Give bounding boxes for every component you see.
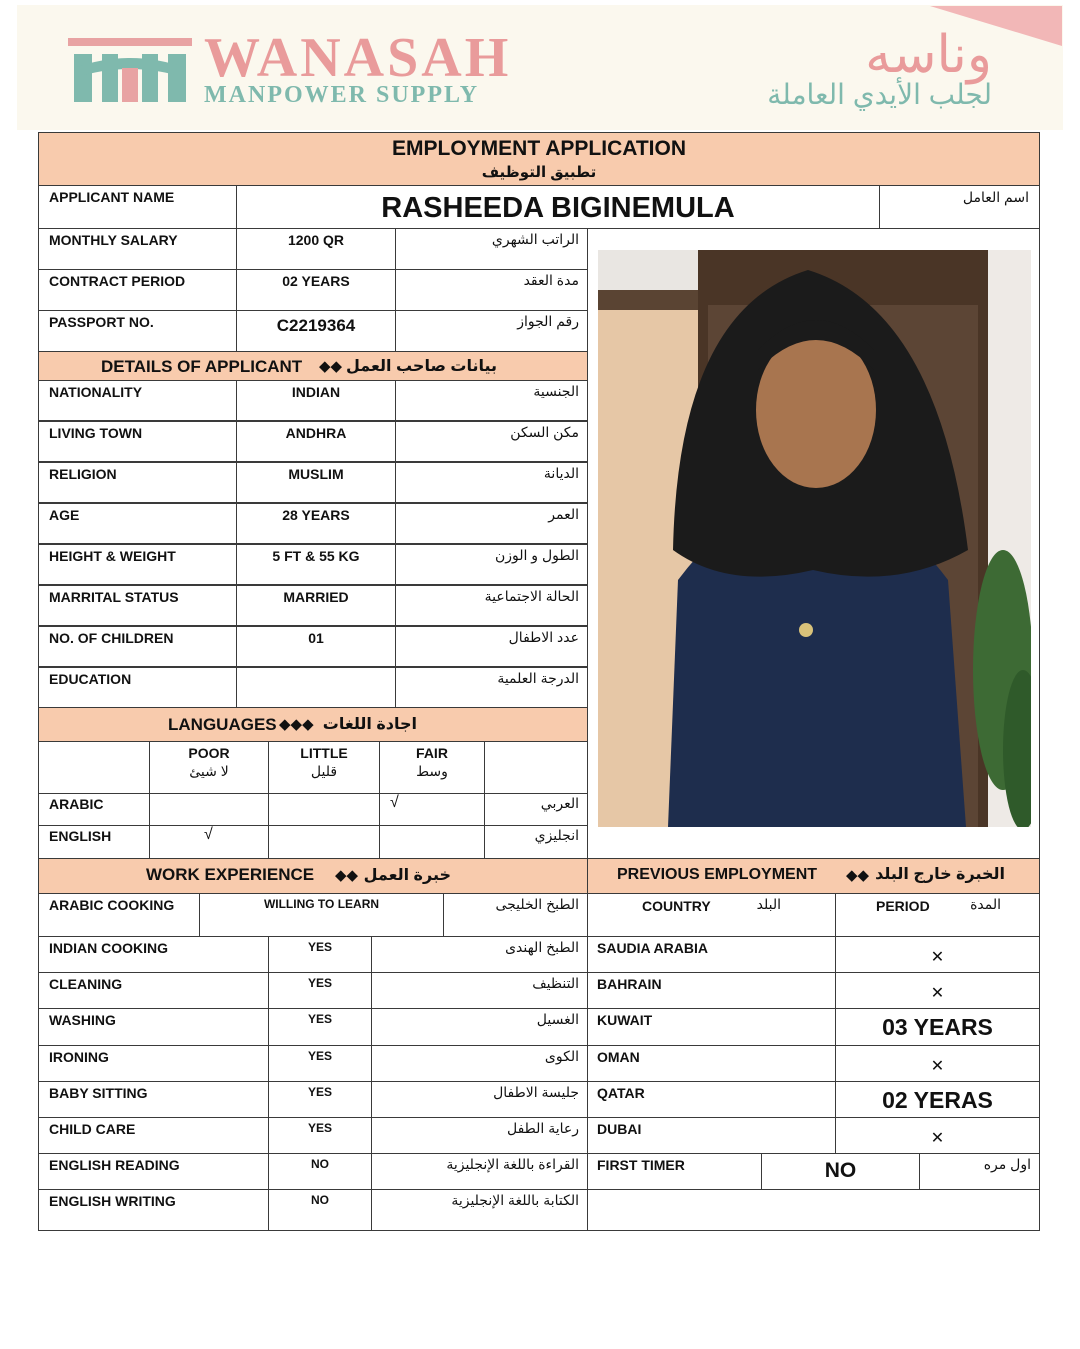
details-heading: DETAILS OF APPLICANT xyxy=(101,357,303,376)
country-header-cell xyxy=(587,893,836,937)
language-level-arabic: قليل xyxy=(310,763,338,779)
form-title: EMPLOYMENT APPLICATION xyxy=(392,137,686,160)
period-header: PERIOD xyxy=(876,898,930,914)
period-none-icon: ✕ xyxy=(930,985,945,1002)
country-cell xyxy=(587,1045,836,1082)
detail-value-cell xyxy=(236,667,396,708)
detail-label-cell xyxy=(38,626,237,667)
work-value: WILLING TO LEARN xyxy=(263,897,380,911)
work-arabic-cell xyxy=(371,972,588,1009)
work-value: NO xyxy=(311,1157,329,1171)
detail-label-cell xyxy=(38,462,237,503)
work-value-cell xyxy=(199,893,444,937)
first-timer-label: FIRST TIMER xyxy=(597,1157,685,1173)
work-arabic-cell xyxy=(371,1008,588,1046)
detail-label: AGE xyxy=(49,507,80,523)
work-arabic-label: رعاية الطفل xyxy=(507,1120,579,1136)
work-label-cell xyxy=(38,1081,269,1118)
country-header-arabic: البلد xyxy=(756,896,781,912)
work-label: IRONING xyxy=(49,1049,109,1065)
logo-icon xyxy=(68,38,192,102)
first-timer-label-cell xyxy=(587,1153,762,1190)
work-value-cell xyxy=(268,1008,372,1046)
work-value: YES xyxy=(307,940,332,954)
work-label-cell xyxy=(38,893,200,937)
detail-arabic-label: الطول و الوزن xyxy=(494,547,579,563)
languages-heading: LANGUAGES xyxy=(168,715,277,734)
detail-value: MUSLIM xyxy=(288,466,344,482)
form-title-arabic: تطبيق التوظيف xyxy=(481,164,597,181)
language-row-cell xyxy=(379,793,485,826)
work-value: YES xyxy=(307,1012,332,1026)
info-arabic-label: الراتب الشهري xyxy=(491,231,579,247)
language-level-header xyxy=(149,741,269,794)
detail-arabic-cell xyxy=(395,380,588,421)
country-header: COUNTRY xyxy=(642,898,711,914)
language-row-cell xyxy=(149,793,269,826)
language-row-cell xyxy=(149,825,269,859)
applicant-name-cell xyxy=(236,185,880,229)
detail-value: 5 FT & 55 KG xyxy=(272,548,360,564)
work-value-cell xyxy=(268,1117,372,1154)
detail-arabic-label: الدرجة العلمية xyxy=(497,670,579,686)
language-level-header xyxy=(38,741,150,794)
applicant-name-arabic-label: اسم العامل xyxy=(962,189,1029,205)
brand-subtitle-arabic: لجلب الأيدي العاملة xyxy=(767,79,992,110)
info-value: 1200 QR xyxy=(287,232,345,248)
period-cell xyxy=(835,1045,1040,1082)
detail-value: ANDHRA xyxy=(285,425,347,441)
info-arabic-cell xyxy=(395,269,588,311)
detail-label-cell xyxy=(38,503,237,544)
work-value-cell xyxy=(268,972,372,1009)
work-label: WASHING xyxy=(49,1012,116,1028)
detail-value: INDIAN xyxy=(291,384,341,400)
detail-value-cell xyxy=(236,544,396,585)
work-heading-bar xyxy=(38,858,588,894)
detail-arabic-label: الحالة الاجتماعية xyxy=(484,588,579,604)
work-label-cell xyxy=(38,1008,269,1046)
country-cell xyxy=(587,1117,836,1154)
country-cell xyxy=(587,936,836,973)
applicant-name-label: APPLICANT NAME xyxy=(49,189,175,205)
languages-diamonds: ◆◆◆ xyxy=(279,716,314,733)
work-label-cell xyxy=(38,936,269,973)
work-arabic-cell xyxy=(371,1117,588,1154)
detail-label: NATIONALITY xyxy=(49,384,143,400)
detail-label-cell xyxy=(38,421,237,462)
language-row-cell xyxy=(38,825,150,859)
info-value-cell xyxy=(236,310,396,352)
detail-label: LIVING TOWN xyxy=(49,425,143,441)
period-cell xyxy=(835,972,1040,1009)
language-level-label: POOR xyxy=(188,745,230,761)
applicant-name-arabic-cell xyxy=(879,185,1040,229)
period-value: 02 YERAS xyxy=(882,1087,993,1113)
detail-value-cell xyxy=(236,626,396,667)
detail-arabic-cell xyxy=(395,503,588,544)
detail-label: RELIGION xyxy=(49,466,117,482)
work-label-cell xyxy=(38,1153,269,1190)
language-row-cell xyxy=(484,825,588,859)
applicant-name-label-cell xyxy=(38,185,237,229)
language-level-header xyxy=(379,741,485,794)
language-row-cell xyxy=(379,825,485,859)
detail-arabic-label: الجنسية xyxy=(533,383,579,399)
work-value: NO xyxy=(311,1193,329,1207)
detail-arabic-cell xyxy=(395,421,588,462)
previous-heading-arabic: الخبرة خارج البلد xyxy=(875,866,1005,883)
detail-value: MARRIED xyxy=(283,589,349,605)
brand-name-arabic: وناسه xyxy=(865,26,992,84)
detail-arabic-cell xyxy=(395,585,588,626)
work-value: YES xyxy=(307,1085,332,1099)
work-value: YES xyxy=(307,1049,332,1063)
details-heading-bar xyxy=(38,351,588,381)
work-label: INDIAN COOKING xyxy=(49,940,168,956)
info-arabic-cell xyxy=(395,228,588,270)
language-check-icon: √ xyxy=(204,826,213,843)
info-label-cell xyxy=(38,269,237,311)
country-name: DUBAI xyxy=(597,1121,642,1137)
languages-heading-bar xyxy=(38,707,588,742)
detail-arabic-cell xyxy=(395,667,588,708)
info-label: CONTRACT PERIOD xyxy=(49,273,186,289)
previous-diamonds: ◆◆ xyxy=(846,867,870,884)
period-cell xyxy=(835,1117,1040,1154)
work-value-cell xyxy=(268,1045,372,1082)
work-label: CLEANING xyxy=(49,976,123,992)
first-timer-arabic-cell xyxy=(919,1153,1040,1190)
detail-label-cell xyxy=(38,544,237,585)
detail-arabic-cell xyxy=(395,626,588,667)
work-arabic-cell xyxy=(371,936,588,973)
country-name: BAHRAIN xyxy=(597,976,662,992)
language-level-label: FAIR xyxy=(416,745,448,761)
info-arabic-cell xyxy=(395,310,588,352)
work-arabic-label: الطبخ الخليجى xyxy=(495,896,579,912)
language-name: ENGLISH xyxy=(49,828,112,844)
country-name: OMAN xyxy=(597,1049,640,1065)
work-label-cell xyxy=(38,1045,269,1082)
country-cell xyxy=(587,1008,836,1046)
detail-label-cell xyxy=(38,585,237,626)
info-value: C2219364 xyxy=(276,316,356,335)
detail-value-cell xyxy=(236,421,396,462)
detail-label: NO. OF CHILDREN xyxy=(49,630,174,646)
previous-heading: PREVIOUS EMPLOYMENT xyxy=(617,866,818,883)
detail-value-cell xyxy=(236,462,396,503)
info-label: MONTHLY SALARY xyxy=(49,232,178,248)
detail-arabic-label: مكن السكن xyxy=(510,424,579,440)
period-cell xyxy=(835,936,1040,973)
language-name: ARABIC xyxy=(49,796,104,812)
work-arabic-cell xyxy=(443,893,588,937)
work-value-cell xyxy=(268,1153,372,1190)
info-value-cell xyxy=(236,269,396,311)
period-cell xyxy=(835,1008,1040,1046)
work-value-cell xyxy=(268,936,372,973)
work-arabic-cell xyxy=(371,1153,588,1190)
detail-arabic-cell xyxy=(395,544,588,585)
detail-label: HEIGHT & WEIGHT xyxy=(49,548,176,564)
form-title-bar xyxy=(38,132,1040,186)
work-diamonds: ◆◆ xyxy=(335,867,359,884)
applicant-name: RASHEEDA BIGINEMULA xyxy=(381,192,735,224)
info-value: 02 YEARS xyxy=(282,273,350,289)
language-level-header xyxy=(484,741,588,794)
info-value-cell xyxy=(236,228,396,270)
details-heading-arabic: بيانات صاحب العمل xyxy=(346,358,497,375)
language-row-cell xyxy=(38,793,150,826)
info-arabic-label: رقم الجواز xyxy=(517,313,579,329)
first-timer-value: NO xyxy=(824,1159,857,1182)
detail-label-cell xyxy=(38,380,237,421)
work-label: ENGLISH WRITING xyxy=(49,1193,176,1209)
country-name: QATAR xyxy=(597,1085,645,1101)
work-label: ARABIC COOKING xyxy=(49,897,175,913)
brand-subtitle: MANPOWER SUPPLY xyxy=(204,82,480,108)
work-heading: WORK EXPERIENCE xyxy=(146,865,315,884)
country-name: KUWAIT xyxy=(597,1012,653,1028)
previous-heading-bar xyxy=(587,858,1040,894)
info-arabic-label: مدة العقد xyxy=(523,272,579,288)
info-label-cell xyxy=(38,310,237,352)
detail-label: EDUCATION xyxy=(49,671,132,687)
work-value: YES xyxy=(307,976,332,990)
work-heading-arabic: خبرة العمل xyxy=(363,867,451,884)
language-row-cell xyxy=(268,825,380,859)
period-value: 03 YEARS xyxy=(882,1014,993,1040)
work-arabic-label: الكوى xyxy=(544,1048,579,1064)
language-name-arabic: العربي xyxy=(540,795,579,811)
language-level-header xyxy=(268,741,380,794)
detail-label: MARRITAL STATUS xyxy=(49,589,179,605)
period-cell xyxy=(835,1081,1040,1118)
period-header-arabic: المدة xyxy=(970,896,1001,912)
work-arabic-cell xyxy=(371,1189,588,1231)
period-header-cell xyxy=(835,893,1040,937)
detail-value-cell xyxy=(236,585,396,626)
detail-label-cell xyxy=(38,667,237,708)
detail-arabic-cell xyxy=(395,462,588,503)
language-name-arabic: انجليزي xyxy=(534,827,579,843)
period-none-icon: ✕ xyxy=(930,949,945,966)
languages-heading-arabic: اجادة اللغات xyxy=(322,716,417,733)
detail-arabic-label: الديانة xyxy=(543,465,579,481)
language-row-cell xyxy=(484,793,588,826)
period-none-icon: ✕ xyxy=(930,1058,945,1075)
detail-value: 28 YEARS xyxy=(282,507,350,523)
work-arabic-label: الكتابة باللغة الإنجليزية xyxy=(451,1192,579,1208)
language-check-icon: √ xyxy=(390,794,399,811)
country-cell xyxy=(587,1081,836,1118)
work-arabic-label: التنظيف xyxy=(532,975,579,991)
language-level-label: LITTLE xyxy=(300,745,348,761)
language-level-arabic: لا شيئ xyxy=(189,763,229,779)
brand-name: WANASAH xyxy=(204,27,512,89)
work-value-cell xyxy=(268,1189,372,1231)
first-timer-value-cell xyxy=(761,1153,920,1190)
country-name: SAUDIA ARABIA xyxy=(597,940,708,956)
details-diamonds: ◆◆ xyxy=(319,358,343,375)
info-label: PASSPORT NO. xyxy=(49,314,154,330)
detail-value-cell xyxy=(236,380,396,421)
period-none-icon: ✕ xyxy=(930,1130,945,1147)
work-label: BABY SITTING xyxy=(49,1085,148,1101)
work-label-cell xyxy=(38,1117,269,1154)
info-label-cell xyxy=(38,228,237,270)
applicant-photo xyxy=(598,250,1031,827)
detail-value-cell xyxy=(236,503,396,544)
work-arabic-label: الغسيل xyxy=(536,1011,579,1027)
work-arabic-label: جليسة الاطفال xyxy=(493,1084,579,1100)
work-arabic-cell xyxy=(371,1045,588,1082)
work-label-cell xyxy=(38,1189,269,1231)
work-label: CHILD CARE xyxy=(49,1121,136,1137)
work-value: YES xyxy=(307,1121,332,1135)
language-level-arabic: وسط xyxy=(416,763,448,779)
work-value-cell xyxy=(268,1081,372,1118)
first-timer-arabic-label: اول مره xyxy=(983,1156,1031,1172)
detail-value: 01 xyxy=(308,630,324,646)
work-label: ENGLISH READING xyxy=(49,1157,180,1173)
work-arabic-cell xyxy=(371,1081,588,1118)
work-arabic-label: الطبخ الهندى xyxy=(505,939,579,955)
country-cell xyxy=(587,972,836,1009)
language-row-cell xyxy=(268,793,380,826)
detail-arabic-label: عدد الاطفال xyxy=(508,629,579,645)
detail-arabic-label: العمر xyxy=(548,506,579,522)
work-label-cell xyxy=(38,972,269,1009)
work-arabic-label: القراءة باللغة الإنجليزية xyxy=(446,1156,579,1172)
empty-cell xyxy=(587,1189,1040,1231)
